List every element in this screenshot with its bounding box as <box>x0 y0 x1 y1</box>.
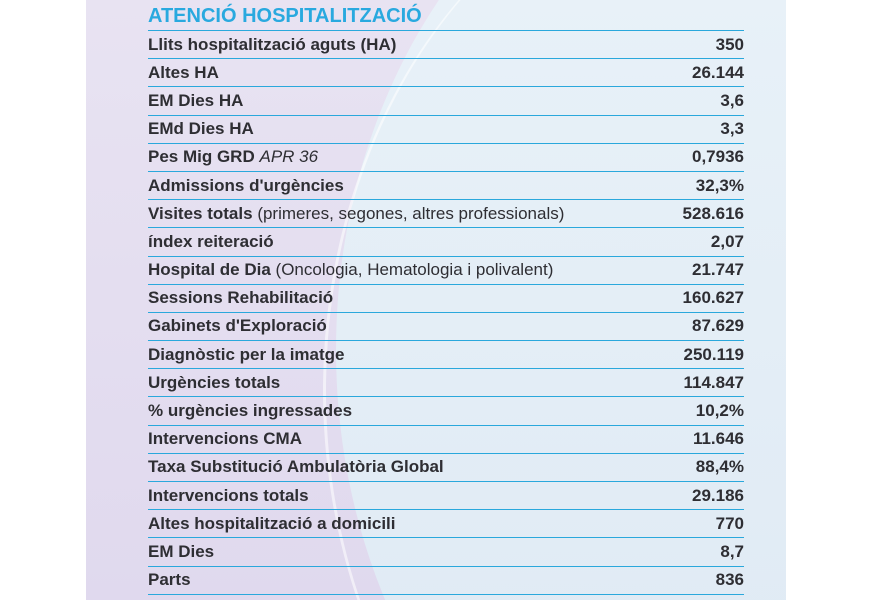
table-row <box>148 482 744 510</box>
table-row <box>148 510 744 538</box>
stats-table <box>148 30 744 595</box>
row-label <box>148 232 274 252</box>
row-label-main: EMd Dies HA <box>148 119 254 139</box>
table-row <box>148 426 744 454</box>
row-value: 770 <box>715 513 744 533</box>
row-label <box>148 457 444 477</box>
row-value: 87.629 <box>692 316 744 336</box>
table-row <box>148 228 744 256</box>
row-label <box>148 429 302 449</box>
row-label-italic: APR 36 <box>259 147 319 167</box>
row-value: 350 <box>715 34 744 54</box>
row-label-main: EM Dies HA <box>148 90 244 110</box>
row-label <box>148 542 214 562</box>
row-label-extra: (primeres, segones, altres professionals) <box>257 203 565 223</box>
row-label-extra: (Oncologia, Hematologia i polivalent) <box>275 260 554 280</box>
row-label <box>148 288 333 308</box>
row-label <box>148 176 344 196</box>
table-row <box>148 341 744 369</box>
row-label-main: Admissions d'urgències <box>148 175 344 195</box>
row-label-main: Llits hospitalització aguts (HA) <box>148 34 397 54</box>
table-row <box>148 538 744 566</box>
table-row <box>148 454 744 482</box>
row-label <box>148 147 318 167</box>
row-label <box>148 514 396 534</box>
row-label-main: % urgències ingressades <box>148 401 353 421</box>
row-label-main: Altes hospitalització a domicili <box>148 513 396 533</box>
row-value: 0,7936 <box>692 147 744 167</box>
row-label <box>148 260 553 280</box>
row-value: 114.847 <box>683 372 744 392</box>
table-row <box>148 144 744 172</box>
row-value: 3,6 <box>720 90 744 110</box>
row-label-main: Diagnòstic per la imatge <box>148 344 345 364</box>
row-label <box>148 119 254 139</box>
row-value: 29.186 <box>692 485 744 505</box>
row-value: 88,4% <box>695 457 744 477</box>
row-value: 32,3% <box>695 175 744 195</box>
row-label-main: Parts <box>148 570 191 590</box>
row-value: 528.616 <box>682 203 744 223</box>
row-label-main: Hospital de Dia <box>148 260 271 280</box>
table-row <box>148 59 744 87</box>
table-row <box>148 116 744 144</box>
table-row <box>148 285 744 313</box>
row-label-main: Gabinets d'Exploració <box>148 316 327 336</box>
table-row <box>148 567 744 595</box>
row-label-main: Visites totals <box>148 203 253 223</box>
row-label-main: Taxa Substitució Ambulatòria Global <box>148 457 444 477</box>
table-row <box>148 369 744 397</box>
row-label-main: Urgències totals <box>148 372 281 392</box>
row-value: 11.646 <box>692 429 744 449</box>
row-label <box>148 91 243 111</box>
row-label-main: Pes Mig GRD <box>148 147 255 167</box>
row-value: 10,2% <box>695 401 744 421</box>
table-row <box>148 313 744 341</box>
section-title: ATENCIÓ HOSPITALITZACIÓ <box>148 5 422 27</box>
row-label-main: Sessions Rehabilitació <box>148 288 334 308</box>
row-value: 250.119 <box>683 344 744 364</box>
table-row <box>148 257 744 285</box>
row-value: 2,07 <box>710 231 744 251</box>
row-label-main: Intervencions CMA <box>148 429 302 449</box>
row-label <box>148 316 327 336</box>
row-label-main: índex reiteració <box>148 231 274 251</box>
row-label <box>148 373 280 393</box>
row-label-main: Altes HA <box>148 62 219 82</box>
row-label <box>148 63 219 83</box>
row-label <box>148 570 191 590</box>
row-value: 836 <box>715 570 744 590</box>
row-label <box>148 486 309 506</box>
table-row <box>148 200 744 228</box>
table-row <box>148 172 744 200</box>
row-label-main: EM Dies <box>148 541 215 561</box>
row-value: 3,3 <box>720 119 744 139</box>
row-value: 8,7 <box>720 541 744 561</box>
table-row <box>148 397 744 425</box>
row-value: 160.627 <box>682 288 744 308</box>
table-row <box>148 31 744 59</box>
row-label <box>148 35 396 55</box>
table-row <box>148 87 744 115</box>
row-value: 26.144 <box>692 62 744 82</box>
row-label <box>148 401 352 421</box>
row-label-main: Intervencions totals <box>148 485 309 505</box>
row-value: 21.747 <box>692 260 744 280</box>
row-label <box>148 204 564 224</box>
row-label <box>148 345 345 365</box>
stats-section <box>148 0 744 595</box>
